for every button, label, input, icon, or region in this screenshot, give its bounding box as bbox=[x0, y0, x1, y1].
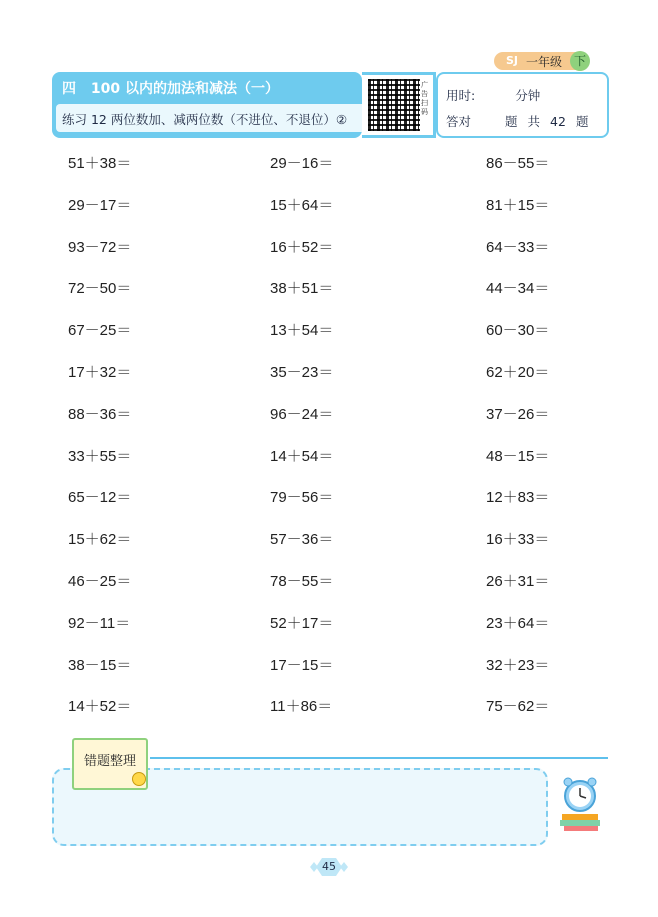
problem-item: 33＋55＝ bbox=[68, 447, 132, 465]
time-label: 用时: bbox=[446, 88, 476, 103]
total-count: 42 bbox=[550, 114, 566, 129]
problem-item: 13＋54＝ bbox=[270, 322, 334, 340]
unit-title bbox=[62, 78, 279, 98]
problem-item: 72－50＝ bbox=[68, 280, 132, 298]
problem-item: 96－24＝ bbox=[270, 405, 334, 423]
problem-item: 37－26＝ bbox=[486, 405, 550, 423]
problem-item: 35－23＝ bbox=[270, 364, 334, 381]
problem-item: 38－15＝ bbox=[68, 656, 132, 674]
problem-item: 26＋31＝ bbox=[486, 573, 550, 590]
problem-item: 16＋52＝ bbox=[270, 238, 334, 256]
grade-badge bbox=[494, 52, 588, 70]
error-section-title: 错题整理 bbox=[84, 754, 137, 769]
problem-item: 17＋32＝ bbox=[68, 364, 132, 381]
problem-item: 14＋52＝ bbox=[68, 698, 132, 716]
problem-item: 44－34＝ bbox=[486, 280, 550, 298]
problem-item: 51＋38＝ bbox=[68, 155, 132, 172]
problem-item: 62＋20＝ bbox=[486, 364, 550, 381]
total-label: 共 bbox=[527, 114, 541, 129]
problem-item: 75－62＝ bbox=[486, 698, 550, 716]
alarm-clock-icon bbox=[558, 776, 602, 832]
unit-title-text: 100 以内的加法和减法（一） bbox=[90, 81, 279, 97]
score-box bbox=[436, 72, 609, 138]
problem-item: 92－11＝ bbox=[68, 614, 131, 632]
problem-item: 11＋86＝ bbox=[270, 698, 333, 716]
problem-item: 64－33＝ bbox=[486, 238, 550, 256]
problem-item: 88－36＝ bbox=[68, 405, 132, 423]
problem-item: 38＋51＝ bbox=[270, 280, 334, 298]
correct-row bbox=[446, 112, 588, 130]
page-number-text: 45 bbox=[322, 860, 336, 873]
grade-label: 一年级 bbox=[526, 55, 563, 69]
exercise-title: 练习 12 两位数加、减两位数（不进位、不退位）② bbox=[62, 112, 348, 127]
problem-item: 12＋83＝ bbox=[486, 489, 550, 507]
problem-item: 65－12＝ bbox=[68, 489, 132, 507]
qr-code-box bbox=[362, 72, 436, 138]
problem-item: 17－15＝ bbox=[270, 656, 334, 674]
qr-code-icon[interactable] bbox=[368, 79, 420, 131]
problem-item: 15＋62＝ bbox=[68, 531, 132, 549]
qr-label: 广告扫码 bbox=[421, 81, 428, 116]
problem-item: 48－15＝ bbox=[486, 447, 550, 465]
problem-item: 15＋64＝ bbox=[270, 196, 334, 214]
section-divider bbox=[150, 757, 608, 759]
problem-item: 78－55＝ bbox=[270, 573, 334, 590]
problem-item: 16＋33＝ bbox=[486, 531, 550, 549]
error-section-header bbox=[72, 738, 148, 790]
question-label: 题 bbox=[505, 114, 518, 129]
unit-header bbox=[52, 72, 362, 138]
minutes-label: 分钟 bbox=[515, 88, 541, 103]
problem-item: 46－25＝ bbox=[68, 573, 132, 590]
problem-item: 29－17＝ bbox=[68, 196, 132, 214]
correct-label: 答对 bbox=[446, 114, 472, 129]
problem-item: 67－25＝ bbox=[68, 322, 132, 340]
problem-item: 14＋54＝ bbox=[270, 447, 334, 465]
total-suffix: 题 bbox=[575, 114, 589, 129]
time-row bbox=[446, 86, 540, 104]
page-number bbox=[310, 856, 348, 878]
volume-label: 下 bbox=[570, 51, 590, 71]
problem-item: 23＋64＝ bbox=[486, 614, 550, 632]
problem-item: 86－55＝ bbox=[486, 155, 550, 172]
unit-number: 四 bbox=[62, 81, 76, 97]
problem-item: 32＋23＝ bbox=[486, 656, 550, 674]
problem-item: 81＋15＝ bbox=[486, 196, 550, 214]
series-label: SJ bbox=[506, 54, 519, 67]
problem-item: 60－30＝ bbox=[486, 322, 550, 340]
problem-item: 79－56＝ bbox=[270, 489, 334, 507]
problem-item: 57－36＝ bbox=[270, 531, 334, 549]
problem-item: 93－72＝ bbox=[68, 238, 132, 256]
problem-item: 29－16＝ bbox=[270, 155, 334, 172]
lightbulb-icon bbox=[132, 772, 146, 786]
problem-item: 52＋17＝ bbox=[270, 614, 334, 632]
